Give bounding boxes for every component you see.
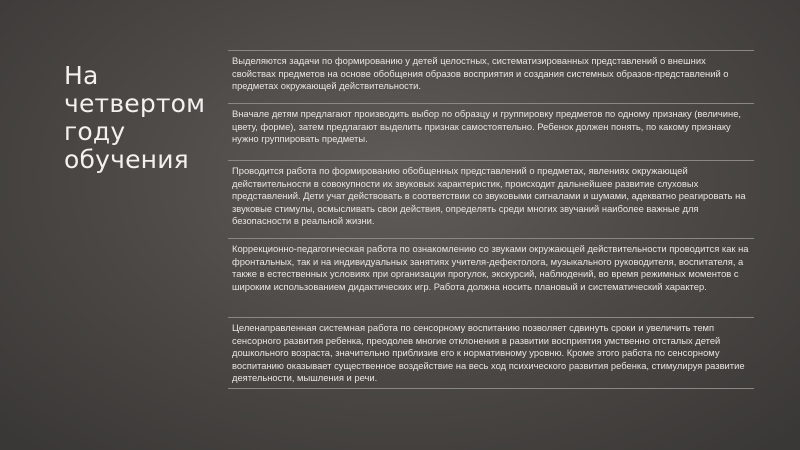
content-paragraph: Вначале детям предлагают производить выбор по образцу и группировку предметов по одному признаку (величине, цвету, форме), затем предлагают выделить признак самостоятельно. Ребенок должен понять, по какому признаку нужно группировать предметы. bbox=[232, 108, 742, 145]
content-paragraph: Целенаправленная системная работа по сенсорному воспитанию позволяет сдвинуть сроки и увеличить темп сенсорного развития ребенка, преодолев многие отклонения в развитии восприятия умственно отсталых детей дошкольного возраста, значительно приблизив его к нормативному уровню. Кроме этого работа по сенсорному воспитанию оказывает существенное воздействие на весь ход психического развития ребенка, стимулируя развитие деятельности, мышления и речи. bbox=[232, 322, 745, 384]
slide-title: На четвертом году обучения bbox=[64, 61, 206, 174]
content-block bbox=[228, 317, 754, 389]
content-paragraph: Коррекционно-педагогическая работа по ознакомлению со звуками окружающей действительности проводится как на фронтальных, так и на индивидуальных занятиях учителя-дефектолога, музыкального руководителя, воспитателя, а также в естественных условиях при организации прогулок, экскурсий, наблюдений, во время режимных моментов с широким использованием дидактических игр. Работа должна носить плановый и систематический характер. bbox=[232, 243, 749, 292]
content-paragraph: Проводится работа по формированию обобщенных представлений о предметах, явлениях окружающей действительности в совокупности их звуковых характеристик, происходит дальнейшее развитие слуховых представлений. Дети учат действовать в соответствии со звуковыми сигналами и шумами, адекватно реагировать на звуковые стимулы, осмысливать свои действия, определять среди многих звучаний наиболее важные для безопасности в реальной жизни. bbox=[232, 165, 746, 227]
content-block bbox=[228, 160, 754, 238]
content-block bbox=[228, 103, 754, 160]
content-block bbox=[228, 50, 754, 103]
content-list bbox=[228, 50, 754, 389]
content-paragraph: Выделяются задачи по формированию у детей целостных, систематизированных представлений о внешних свойствах предметов на основе обобщения образов восприятия и создания системных образов-представлений о предметах окружающей действительности. bbox=[232, 55, 729, 92]
content-block bbox=[228, 238, 754, 317]
